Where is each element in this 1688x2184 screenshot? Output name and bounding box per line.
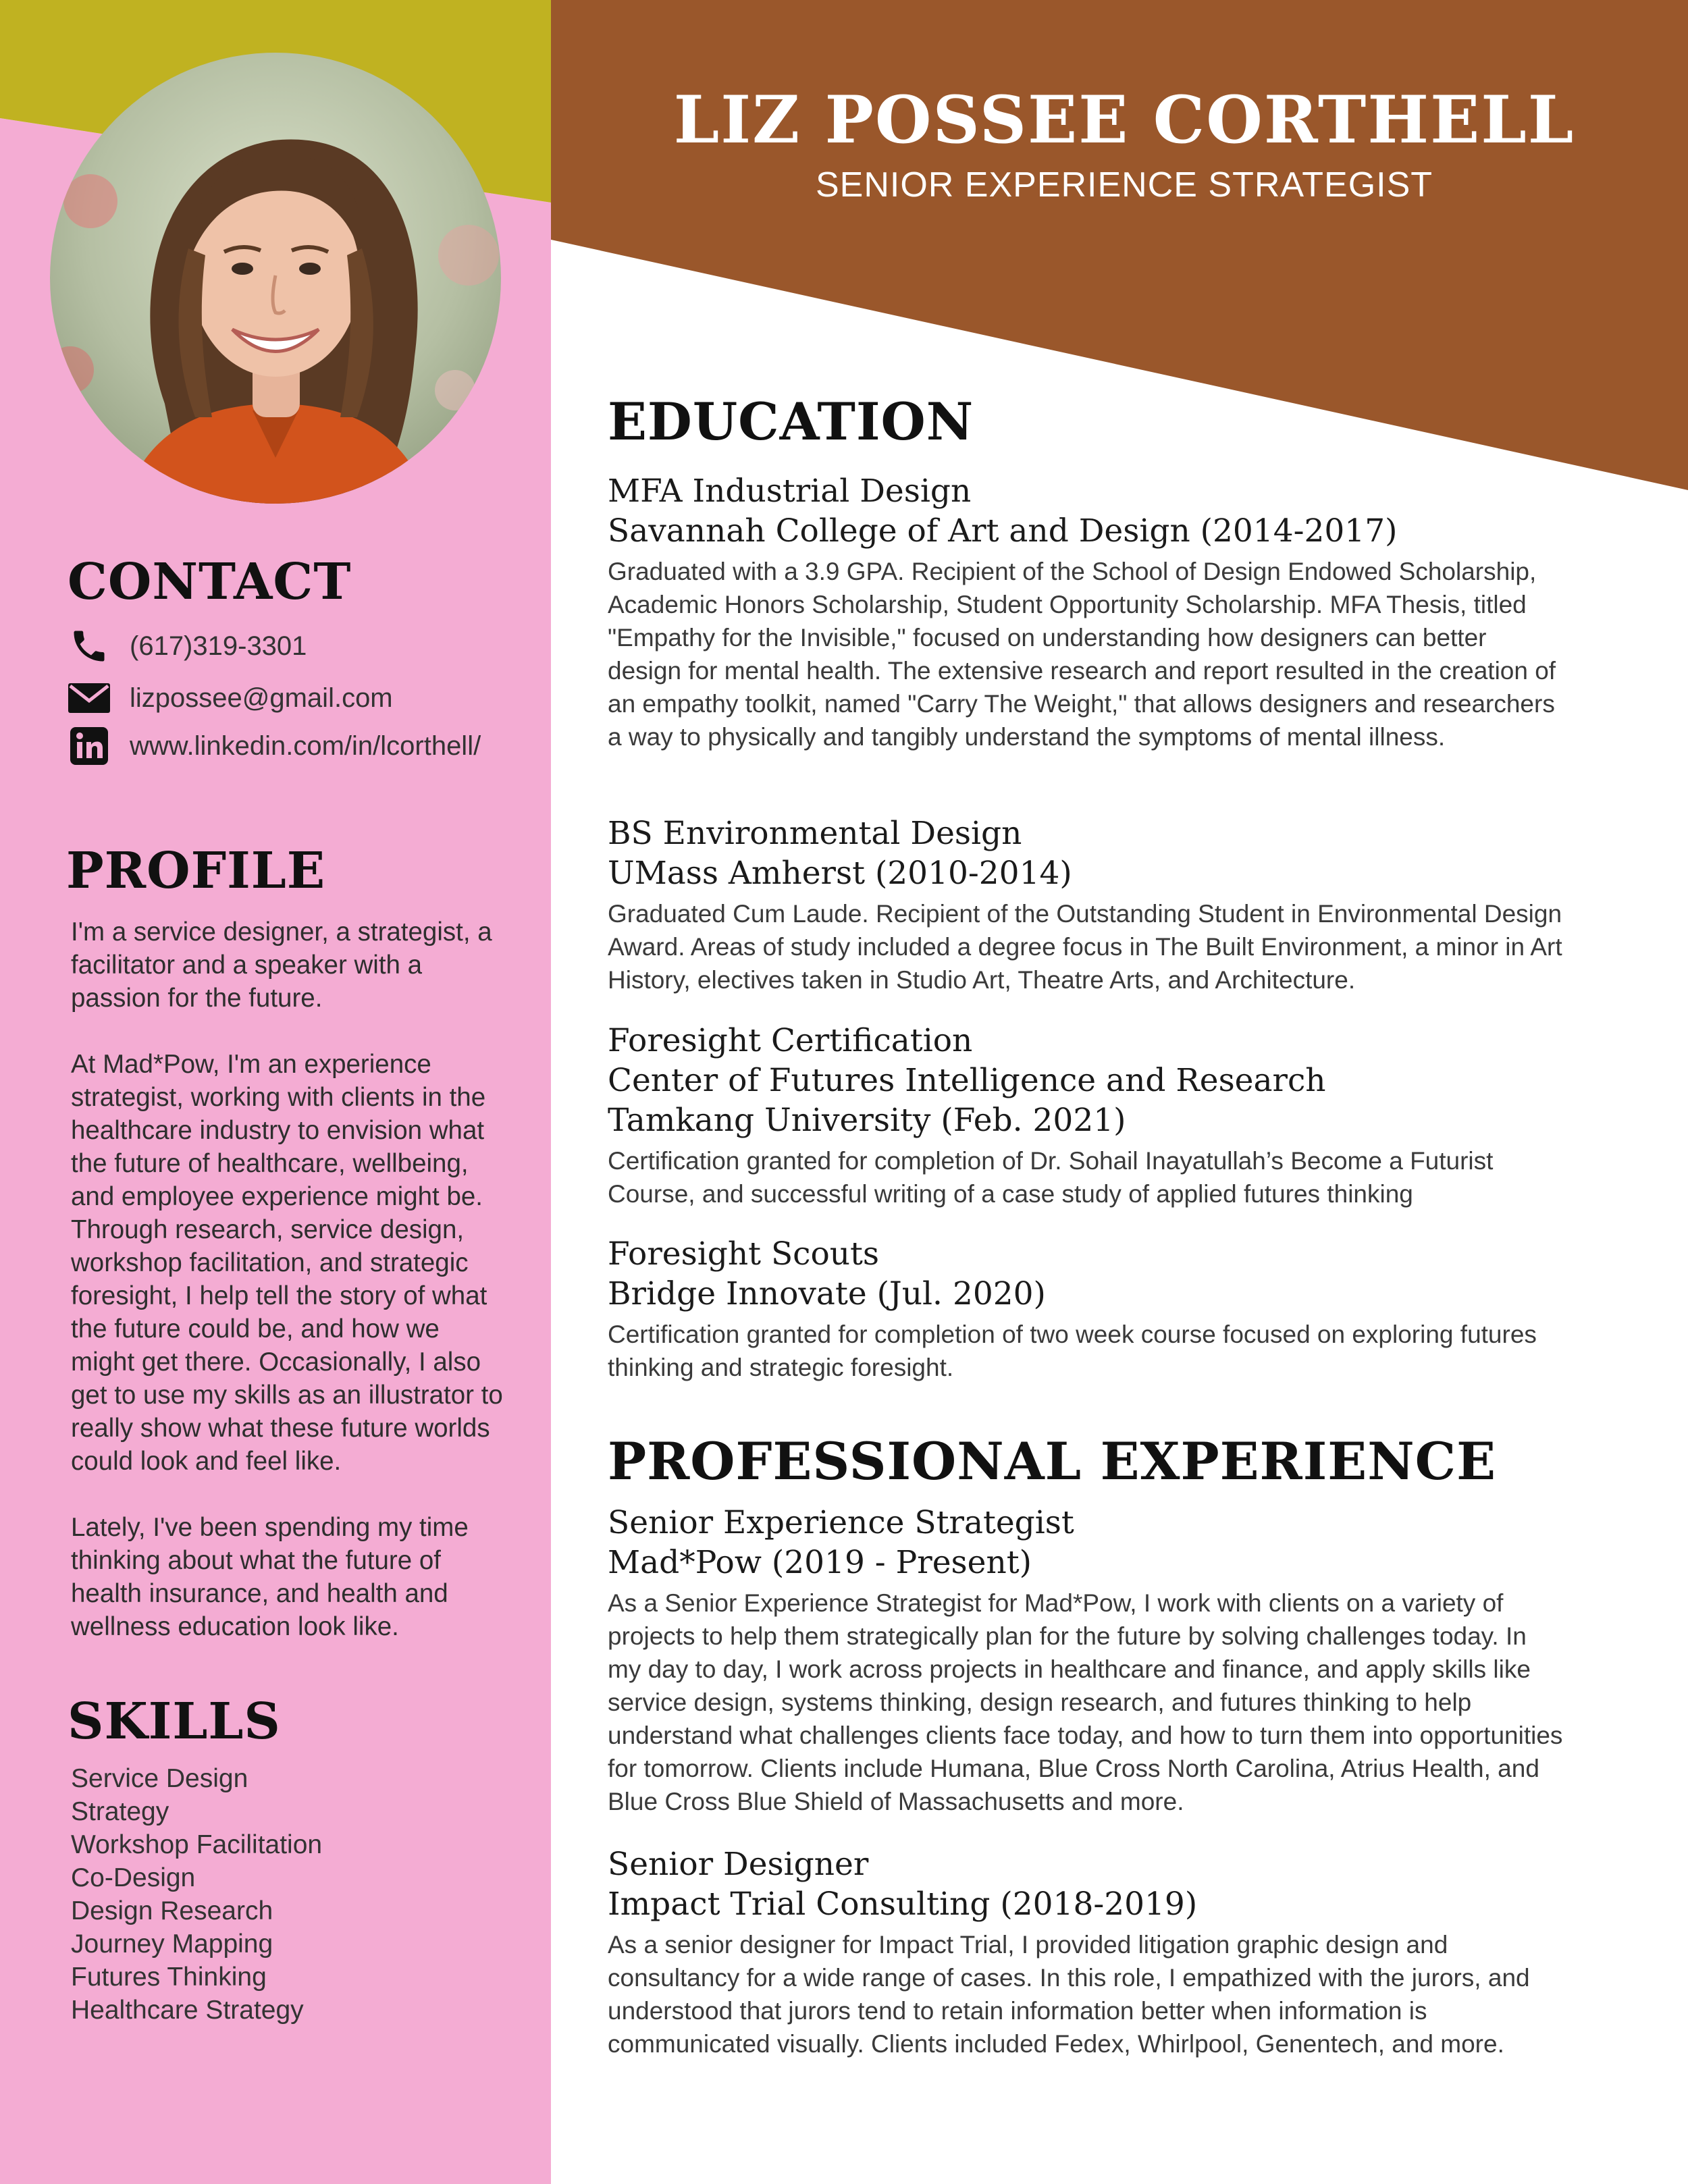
profile-paragraph: I'm a service designer, a strategist, a facilitator and a speaker with a passion for the future. bbox=[71, 917, 492, 1013]
skill-item: Healthcare Strategy bbox=[71, 1996, 304, 2025]
email-address: lizpossee@gmail.com bbox=[130, 683, 393, 713]
entry-institution: UMass Amherst (2010-2014) bbox=[608, 855, 1072, 892]
skill-item: Workshop Facilitation bbox=[71, 1830, 323, 1859]
linkedin-icon bbox=[68, 724, 111, 768]
profile-section bbox=[71, 915, 510, 1676]
phone-icon bbox=[68, 624, 111, 668]
portrait-illustration bbox=[50, 53, 501, 504]
skills-heading: SKILLS bbox=[68, 1693, 281, 1751]
experience-heading: PROFESSIONAL EXPERIENCE bbox=[608, 1431, 1497, 1491]
entry-degree: BS Environmental Design bbox=[608, 815, 1022, 852]
entry-institution: Center of Futures Intelligence and Research bbox=[608, 1062, 1326, 1099]
entry-role: Senior Designer bbox=[608, 1846, 869, 1883]
linkedin-url[interactable]: www.linkedin.com/in/lcorthell/ bbox=[130, 730, 481, 761]
education-entry-foresight-scouts bbox=[608, 1234, 1566, 1384]
education-entry-foresight-certification bbox=[608, 1021, 1566, 1210]
skill-item: Strategy bbox=[71, 1797, 169, 1826]
contact-phone bbox=[68, 624, 307, 668]
entry-degree: Foresight Scouts bbox=[608, 1235, 880, 1273]
experience-entry-impact-trial bbox=[608, 1844, 1566, 2060]
profile-heading: PROFILE bbox=[66, 842, 326, 900]
skill-item: Futures Thinking bbox=[71, 1963, 267, 1992]
skill-item: Service Design bbox=[71, 1764, 248, 1793]
contact-email bbox=[68, 676, 393, 720]
education-entry-bs bbox=[608, 814, 1566, 996]
experience-entry-madpow bbox=[608, 1503, 1566, 1818]
person-title: SENIOR EXPERIENCE STRATEGIST bbox=[815, 165, 1433, 205]
entry-description: Graduated with a 3.9 GPA. Recipient of the School of Design Endowed Scholarship, Academic Honors Scholarship, Student Opportunity Scholarship. MFA Thesis, titled "Empathy for the Invisible," focused on understanding how designers can better design for mental health. The extensive research and report resulted in the creation of an empathy toolkit, named "Carry The Weight," that allows designers and researchers a way to physically and tangibly understand the symptoms of mental illness. bbox=[608, 558, 1556, 751]
entry-degree: MFA Industrial Design bbox=[608, 473, 972, 510]
education-entry-mfa bbox=[608, 471, 1566, 753]
skills-list bbox=[71, 1762, 510, 2027]
contact-linkedin bbox=[68, 724, 481, 768]
profile-photo bbox=[50, 53, 501, 504]
person-name: LIZ POSSEE CORTHELL bbox=[673, 82, 1575, 158]
skill-item: Journey Mapping bbox=[71, 1929, 273, 1959]
contact-heading: CONTACT bbox=[68, 553, 352, 611]
entry-degree: Foresight Certification bbox=[608, 1022, 973, 1059]
profile-paragraph: At Mad*Pow, I'm an experience strategist, working with clients in the healthcare industry to envision what the future of healthcare, wellbeing, and employee experience might be. Through research, service design, workshop facilitation, and strategic foresight, I help tell the story of what the future could be, and how we might get there. Occasionally, I also get to use my skills as an illustrator to really show what these future worlds could look and feel like. bbox=[71, 1050, 503, 1476]
entry-description: Certification granted for completion of Dr. Sohail Inayatullah’s Become a Futurist Course, and successful writing of a case study of applied futures thinking bbox=[608, 1147, 1494, 1208]
entry-company: Impact Trial Consulting (2018-2019) bbox=[608, 1886, 1198, 1923]
entry-company: Mad*Pow (2019 - Present) bbox=[608, 1544, 1032, 1581]
entry-description: As a senior designer for Impact Trial, I provided litigation graphic design and consultancy for a wide range of cases. In this role, I empathized with the jurors, and understood that jurors tend to retain information better when information is communicated visually. Clients included Fedex, Whirlpool, Genentech, and more. bbox=[608, 1931, 1530, 2058]
entry-institution: Savannah College of Art and Design (2014-2017) bbox=[608, 512, 1398, 550]
entry-institution: Bridge Innovate (Jul. 2020) bbox=[608, 1275, 1046, 1312]
entry-description: Certification granted for completion of two week course focused on exploring futures thinking and strategic foresight. bbox=[608, 1321, 1537, 1381]
envelope-icon bbox=[68, 676, 111, 720]
skill-item: Co-Design bbox=[71, 1863, 196, 1892]
entry-role: Senior Experience Strategist bbox=[608, 1504, 1074, 1541]
profile-paragraph: Lately, I've been spending my time thinking about what the future of health insurance, and health and wellness education look like. bbox=[71, 1513, 469, 1641]
skill-item: Design Research bbox=[71, 1896, 273, 1925]
entry-description: Graduated Cum Laude. Recipient of the Outstanding Student in Environmental Design Award. Areas of study included a degree focus in The Built Environment, a minor in Art History, electives taken in Studio Art, Theatre Arts, and Architecture. bbox=[608, 900, 1562, 994]
education-heading: EDUCATION bbox=[608, 392, 974, 452]
entry-institution: Tamkang University (Feb. 2021) bbox=[608, 1102, 1126, 1139]
entry-description: As a Senior Experience Strategist for Mad*Pow, I work with clients on a variety of projects to help them strategically plan for the future by solving challenges today. In my day to day, I work across projects in healthcare and finance, and apply skills like service design, systems thinking, design research, and futures thinking to help understand what challenges clients face today, and how to turn them into opportunities for tomorrow. Clients include Humana, Blue Cross North Carolina, Atrius Health, and Blue Cross Blue Shield of Massachusetts and more. bbox=[608, 1589, 1563, 1815]
phone-number: (617)319-3301 bbox=[130, 631, 307, 661]
skills-section bbox=[71, 1750, 510, 2027]
